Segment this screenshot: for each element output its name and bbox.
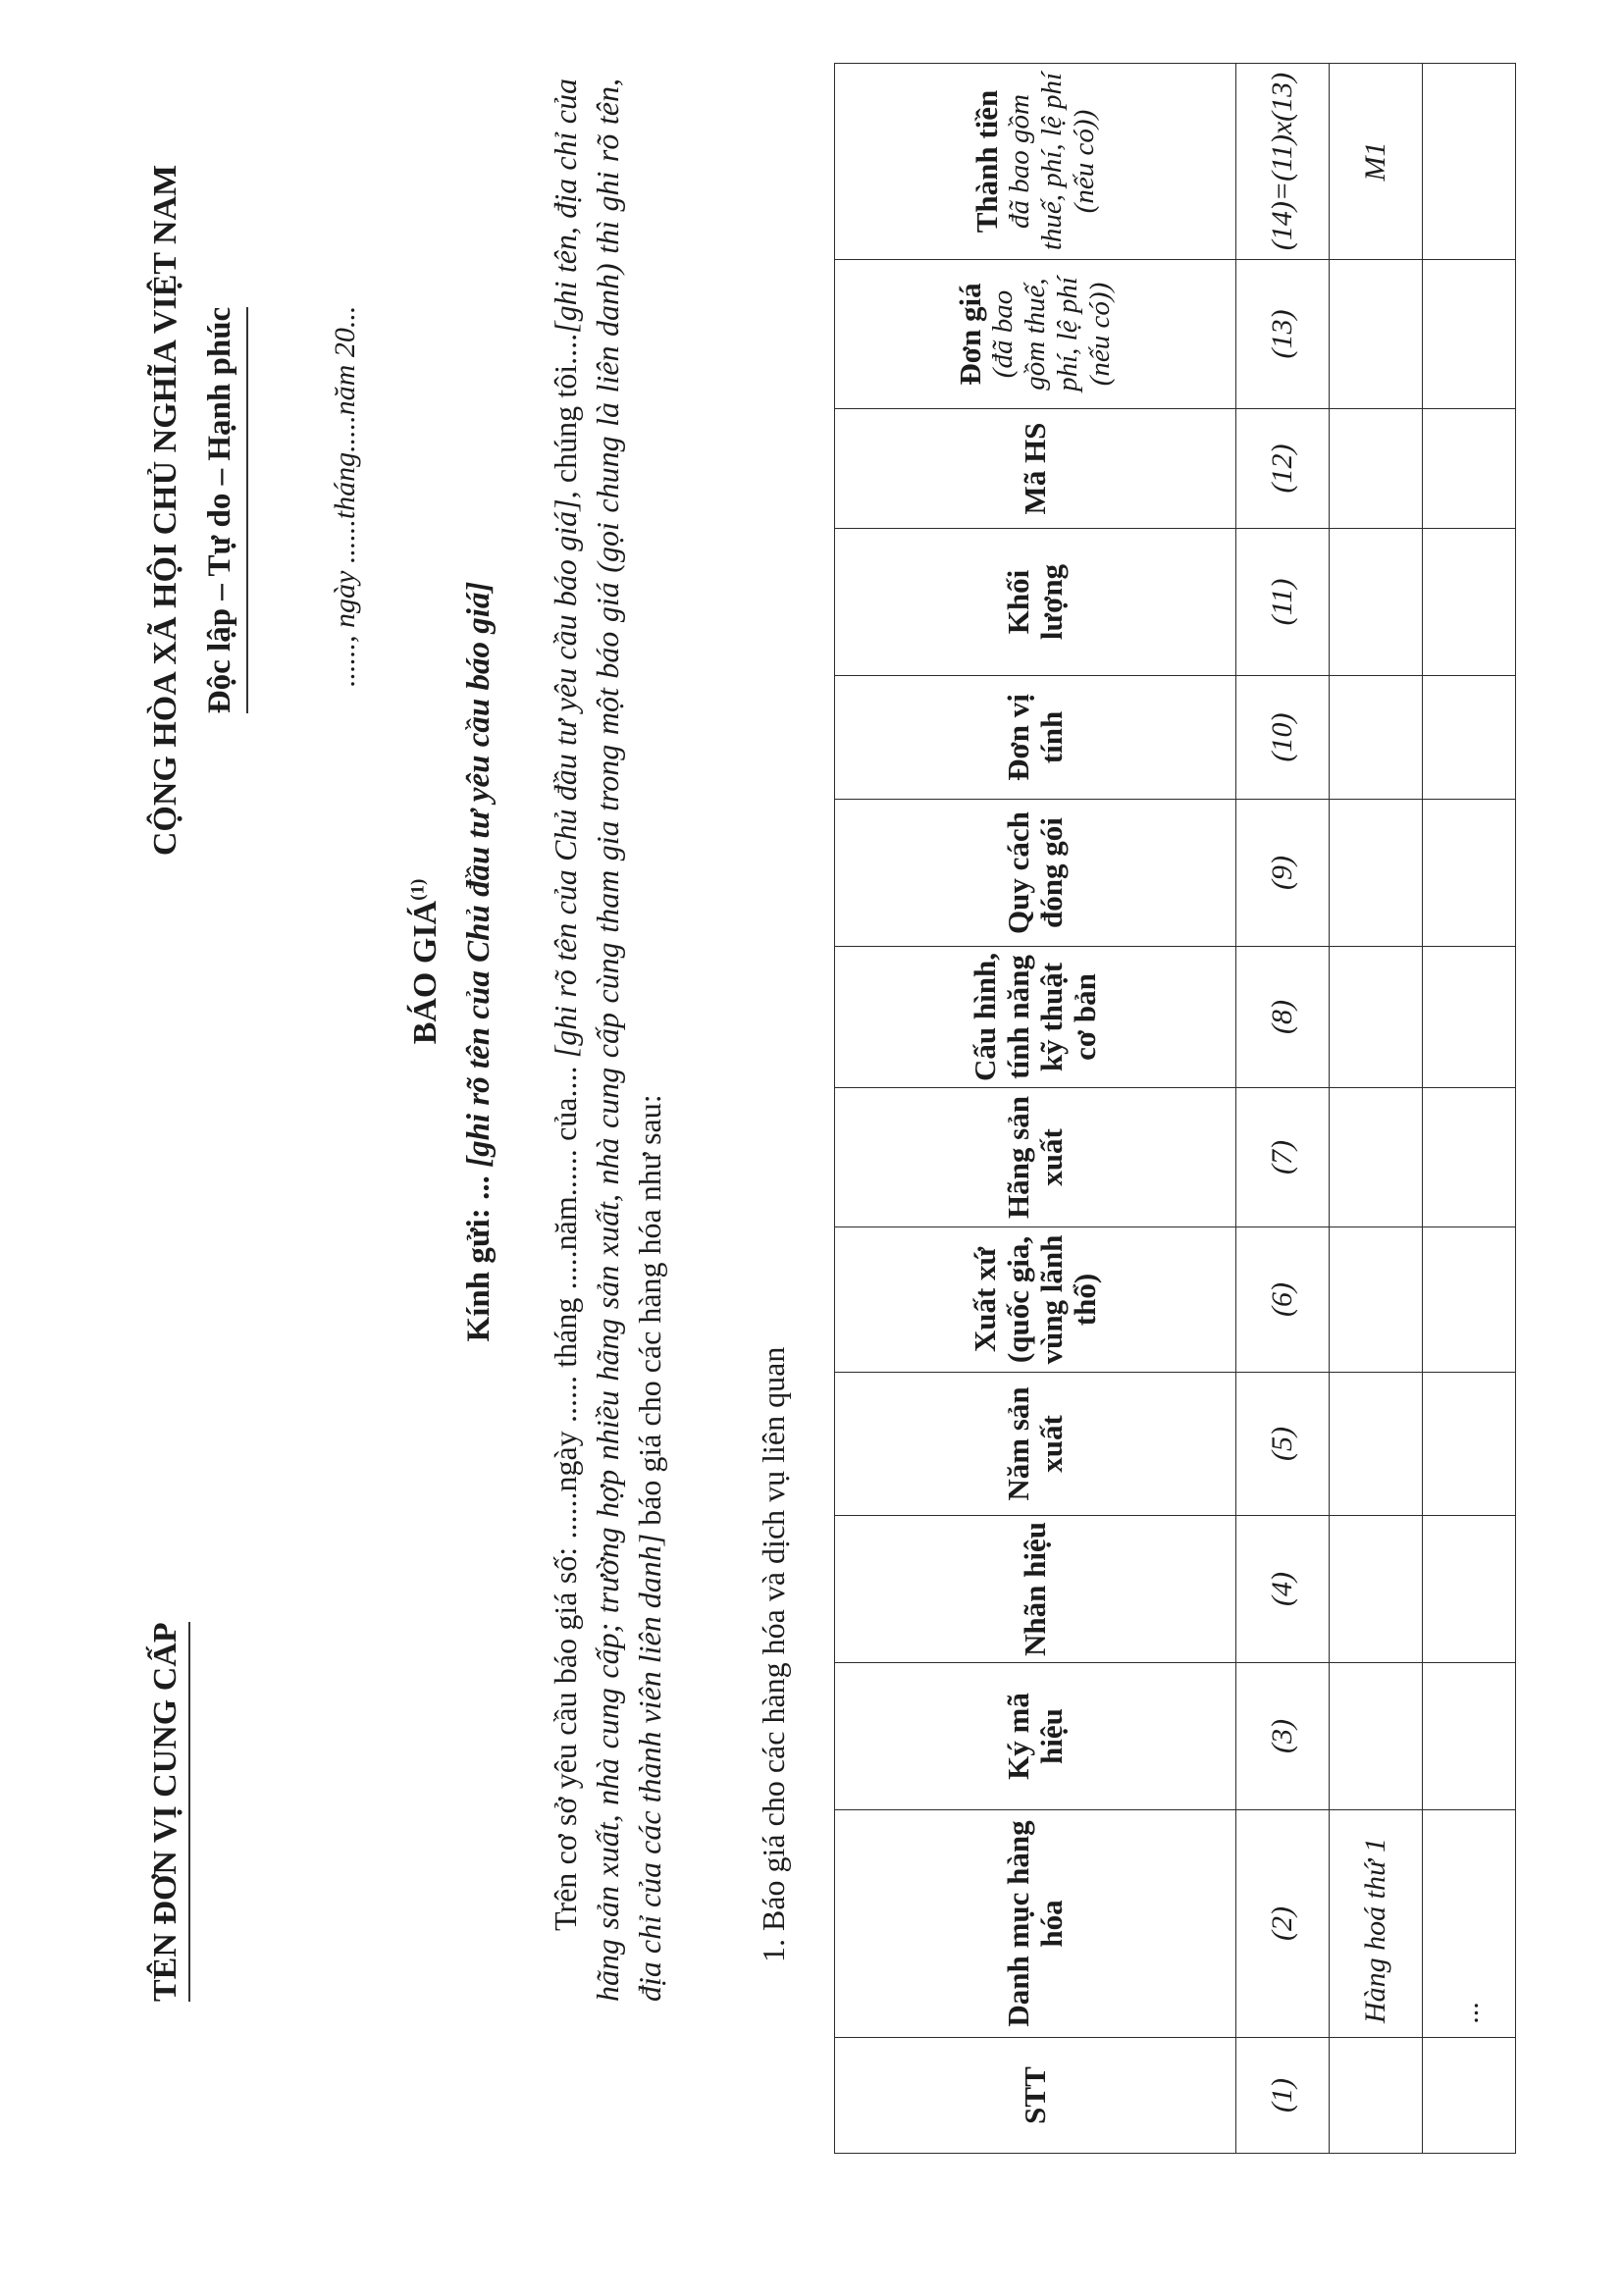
col-number: (1) xyxy=(1236,2038,1330,2154)
header-item-list: Danh mục hàng hóa xyxy=(835,1810,1236,2038)
recipient-note: [ghi rõ tên của Chủ đầu tư yêu cầu báo giá] xyxy=(461,581,497,1168)
table-cell xyxy=(1330,1516,1423,1663)
table-cell xyxy=(1423,64,1516,260)
date-line: ......, ngày ......tháng.....năm 20... xyxy=(329,305,361,687)
col-number: (5) xyxy=(1236,1373,1330,1516)
col-number: (2) xyxy=(1236,1810,1330,2038)
title-footnote: (1) xyxy=(407,878,429,901)
table-cell: M1 xyxy=(1330,64,1423,260)
table-cell xyxy=(1330,676,1423,800)
table-cell xyxy=(1423,1516,1516,1663)
document-title xyxy=(407,608,445,1315)
header-quantity: Khối lượng xyxy=(835,529,1236,676)
col-number: (14)=(11)x(13) xyxy=(1236,64,1330,260)
header-brand: Nhãn hiệu xyxy=(835,1516,1236,1663)
table-cell xyxy=(1330,800,1423,947)
para-part-4: [ghi tên, địa chỉ của hãng sản xuất, nhà cung cấp; trường hợp nhiều hãng sản xuất, nhà cung cấp cùng tham gia trong một báo giá (gọi chung là liên danh) thì ghi rõ tên, địa chỉ của các thành viên liên danh] xyxy=(548,78,667,2002)
table-cell xyxy=(1330,2038,1423,2154)
col-number: (6) xyxy=(1236,1227,1330,1373)
para-part-2: [ghi rõ tên của Chủ đầu tư yêu cầu báo giá] xyxy=(548,498,583,1059)
header-origin: Xuất xứ (quốc gia, vùng lãnh thổ) xyxy=(835,1227,1236,1373)
table-cell xyxy=(1423,260,1516,409)
col-number: (13) xyxy=(1236,260,1330,409)
para-part-5: báo giá cho các hàng hóa như sau: xyxy=(632,1094,667,1534)
header-unit-price: Đơn giá (đã bao gồm thuế, phí, lệ phí (nếu có)) xyxy=(835,260,1236,409)
col-number: (4) xyxy=(1236,1516,1330,1663)
table-cell xyxy=(1330,529,1423,676)
table-cell xyxy=(1330,947,1423,1088)
table-header-row xyxy=(835,64,1236,2154)
header-stt: STT xyxy=(835,2038,1236,2154)
table-cell xyxy=(1423,1663,1516,1810)
table-cell xyxy=(1423,529,1516,676)
quotation-table-wrapper xyxy=(834,63,1516,2154)
col-number: (8) xyxy=(1236,947,1330,1088)
header-year: Năm sản xuất xyxy=(835,1373,1236,1516)
para-part-1: Trên cơ sở yêu cầu báo giá số: ......ngày ...... tháng .....năm...... của.... xyxy=(548,1058,583,1931)
table-cell xyxy=(1423,409,1516,529)
table-cell: ... xyxy=(1423,1810,1516,2038)
recipient-line xyxy=(461,334,497,1590)
header-specs: Cấu hình, tính năng kỹ thuật cơ bản xyxy=(835,947,1236,1088)
section-1-heading: 1. Báo giá cho các hàng hóa và dịch vụ liên quan xyxy=(756,1346,791,1962)
motto: Độc lập – Tự do – Hạnh phúc xyxy=(202,307,248,713)
table-cell xyxy=(1423,947,1516,1088)
table-cell: Hàng hoá thứ 1 xyxy=(1330,1810,1423,2038)
header-manufacturer: Hãng sản xuất xyxy=(835,1088,1236,1227)
table-cell xyxy=(1330,409,1423,529)
intro-paragraph xyxy=(545,78,671,2002)
col-number: (10) xyxy=(1236,676,1330,800)
table-cell xyxy=(1423,1373,1516,1516)
table-cell xyxy=(1423,1227,1516,1373)
table-cell xyxy=(1330,1663,1423,1810)
col-number: (7) xyxy=(1236,1088,1330,1227)
table-number-row xyxy=(1236,64,1330,2154)
quotation-table xyxy=(834,63,1516,2154)
para-part-3: , chúng tôi.... xyxy=(548,333,583,499)
table-cell xyxy=(1423,2038,1516,2154)
table-row xyxy=(1330,64,1423,2154)
nation-title: CỘNG HÒA XÃ HỘI CHỦ NGHĨA VIỆT NAM xyxy=(147,164,183,857)
national-header xyxy=(147,10,248,1011)
table-row xyxy=(1423,64,1516,2154)
table-cell xyxy=(1330,1373,1423,1516)
col-number: (11) xyxy=(1236,529,1330,676)
col-number: (12) xyxy=(1236,409,1330,529)
table-cell xyxy=(1423,1088,1516,1227)
table-cell xyxy=(1330,1227,1423,1373)
table-cell xyxy=(1330,1088,1423,1227)
table-cell xyxy=(1330,260,1423,409)
header-packaging: Quy cách đóng gói xyxy=(835,800,1236,947)
header-unit: Đơn vị tính xyxy=(835,676,1236,800)
col-number: (9) xyxy=(1236,800,1330,947)
header-model-code: Ký mã hiệu xyxy=(835,1663,1236,1810)
table-cell xyxy=(1423,676,1516,800)
table-cell xyxy=(1423,800,1516,947)
supplier-name: TÊN ĐƠN VỊ CUNG CẤP xyxy=(147,1622,190,2002)
col-number: (3) xyxy=(1236,1663,1330,1810)
recipient-label: Kính gửi: ... xyxy=(461,1175,497,1342)
title-text: BÁO GIÁ xyxy=(407,900,444,1045)
header-total: Thành tiền đã bao gồm thuế, phí, lệ phí (nếu có)) xyxy=(835,64,1236,260)
header-hs-code: Mã HS xyxy=(835,409,1236,529)
